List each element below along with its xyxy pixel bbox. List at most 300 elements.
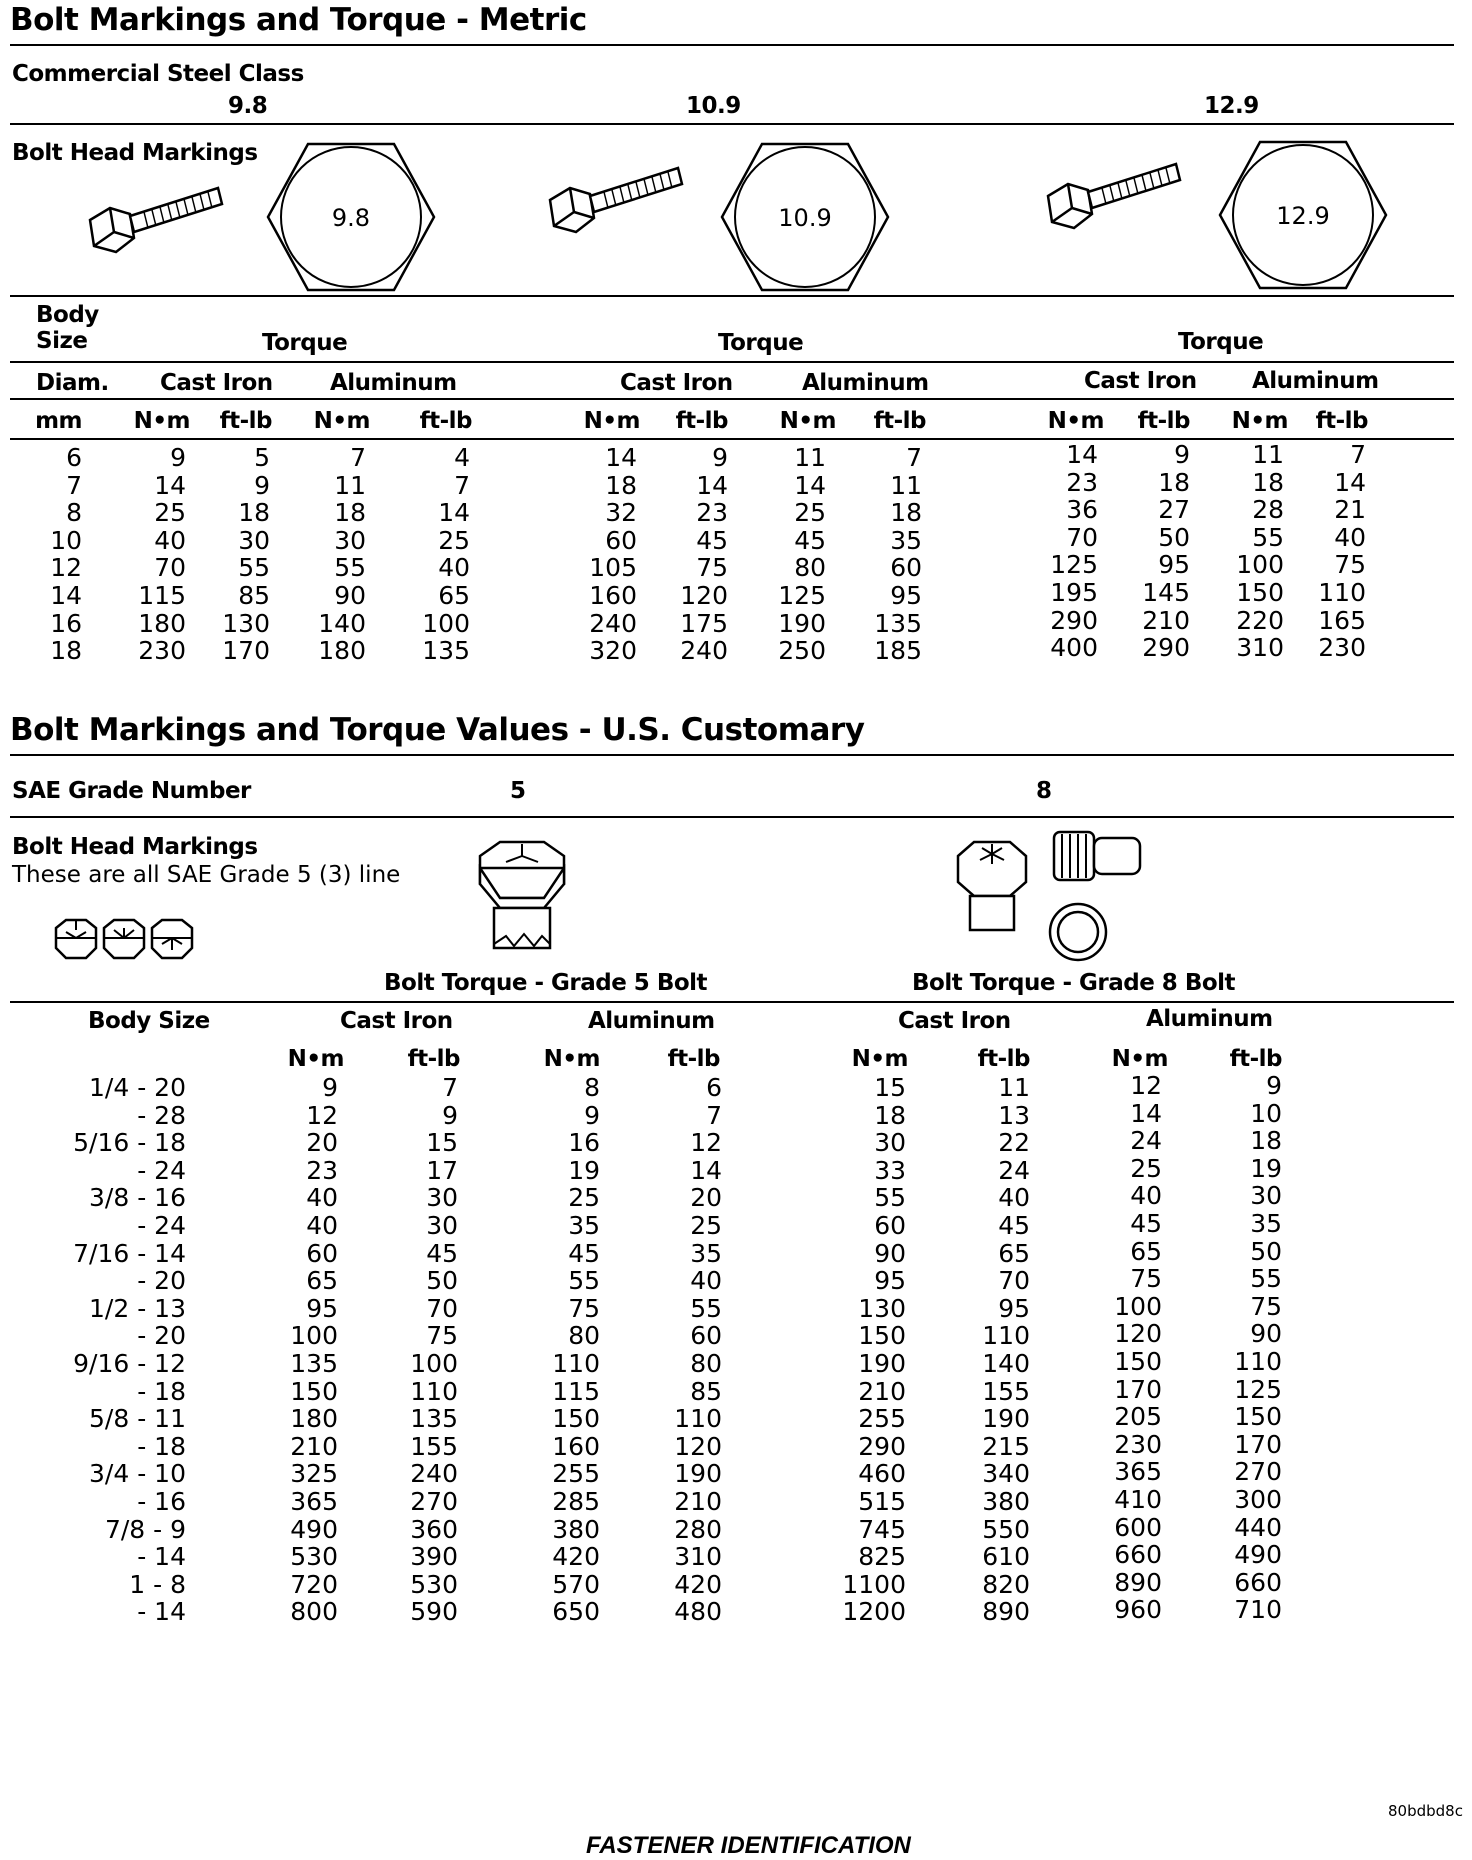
torque-value-cell: 490 [1234,1540,1282,1570]
torque-value-cell: 40 [690,1266,722,1296]
torque-value-cell: 135 [422,636,470,666]
torque-value-cell: 55 [568,1266,600,1296]
torque-value-cell: 125 [1234,1374,1282,1404]
torque-value-cell: 440 [1234,1512,1282,1542]
grade-5-line-marks-icon [52,916,202,966]
torque-value-cell: 25 [154,498,186,528]
torque-value-cell: 55 [1252,522,1284,552]
torque-value-cell: 95 [306,1293,338,1323]
torque-value-cell: 14 [696,470,728,500]
divider [10,1001,1454,1003]
cast-iron-header: Cast Iron [898,1008,1011,1034]
torque-value-cell: 75 [568,1293,600,1323]
torque-value-cell: 9 [170,443,186,472]
torque-value-cell: 10 [1250,1098,1282,1128]
torque-value-cell: 210 [858,1376,906,1406]
torque-value-cell: 460 [858,1459,906,1489]
torque-value-cell: 230 [1318,633,1366,663]
torque-value-cell: 250 [778,636,826,666]
figure-caption: FASTENER IDENTIFICATION [586,1832,911,1859]
divider [10,816,1454,818]
torque-value-cell: 115 [138,581,186,610]
unit-header: ft-lb [1229,1046,1282,1072]
torque-value-cell: 16 [568,1128,600,1158]
torque-value-cell: 7 [350,443,366,472]
torque-value-cell: 360 [410,1514,458,1544]
diameter-cell: 14 [50,581,82,610]
torque-value-cell: 55 [690,1293,722,1323]
bolt-illustration-icon [82,180,222,270]
torque-value-cell: 65 [1130,1236,1162,1266]
torque-value-cell: 180 [318,636,366,666]
body-size-cell: - 20 [137,1266,186,1296]
torque-value-cell: 65 [438,581,470,610]
torque-value-cell: 24 [998,1155,1030,1185]
torque-value-cell: 130 [858,1293,906,1323]
torque-value-cell: 30 [426,1183,458,1213]
torque-value-cell: 18 [890,498,922,528]
torque-value-cell: 75 [1250,1291,1282,1321]
torque-value-cell: 650 [552,1597,600,1627]
cast-iron-header: Cast Iron [620,370,733,396]
torque-value-cell: 285 [552,1487,600,1516]
torque-value-cell: 800 [290,1597,338,1627]
torque-value-cell: 480 [674,1597,722,1627]
torque-value-cell: 180 [290,1404,338,1434]
torque-label: Torque [718,330,804,356]
unit-header: N•m [1047,408,1104,434]
torque-value-cell: 90 [1250,1319,1282,1349]
torque-label: Torque [1178,329,1264,355]
torque-value-cell: 9 [254,470,270,500]
torque-value-cell: 24 [1130,1126,1162,1156]
torque-value-cell: 155 [410,1431,458,1461]
torque-value-cell: 120 [674,1431,722,1461]
torque-value-cell: 25 [568,1183,600,1213]
torque-value-cell: 150 [1114,1347,1162,1376]
unit-header: N•m [1231,408,1288,434]
cast-iron-header: Cast Iron [1084,368,1197,394]
torque-value-cell: 530 [410,1569,458,1599]
torque-value-cell: 420 [552,1542,600,1572]
torque-value-cell: 550 [982,1514,1030,1544]
torque-value-cell: 75 [1130,1264,1162,1294]
torque-value-cell: 610 [982,1542,1030,1572]
commercial-steel-class-label: Commercial Steel Class [12,61,304,87]
torque-value-cell: 150 [1234,1402,1282,1432]
torque-value-cell: 95 [890,581,922,610]
torque-value-cell: 45 [568,1238,600,1268]
torque-value-cell: 170 [1234,1429,1282,1459]
torque-value-cell: 745 [858,1514,906,1544]
unit-header: N•m [287,1046,344,1072]
torque-value-cell: 150 [290,1376,338,1406]
torque-value-cell: 290 [1050,605,1098,635]
torque-value-cell: 255 [858,1404,906,1434]
torque-value-cell: 55 [874,1183,906,1213]
torque-value-cell: 570 [552,1569,600,1599]
torque-value-cell: 65 [306,1266,338,1296]
unit-header: N•m [851,1046,908,1072]
torque-value-cell: 55 [238,553,270,583]
torque-value-cell: 18 [334,498,366,528]
torque-value-cell: 205 [1114,1402,1162,1432]
us-head-markings-label: Bolt Head Markings [12,834,258,860]
torque-value-cell: 95 [874,1266,906,1296]
torque-value-cell: 240 [680,636,728,666]
torque-value-cell: 55 [1250,1264,1282,1294]
torque-value-cell: 4 [454,443,470,472]
torque-value-cell: 215 [982,1431,1030,1461]
torque-value-cell: 23 [696,498,728,528]
torque-value-cell: 9 [322,1073,338,1102]
torque-value-cell: 14 [605,443,637,472]
torque-value-cell: 17 [426,1155,458,1185]
body-size-cell: 7/16 - 14 [73,1238,186,1268]
torque-value-cell: 60 [306,1238,338,1268]
torque-value-cell: 100 [1236,550,1284,580]
diameter-cell: 10 [50,525,82,555]
torque-value-cell: 210 [290,1431,338,1461]
torque-value-cell: 95 [998,1293,1030,1323]
torque-value-cell: 30 [1250,1181,1282,1211]
torque-value-cell: 115 [552,1376,600,1406]
torque-value-cell: 19 [1250,1153,1282,1183]
grade-8-bolt-head-icon [952,824,1152,964]
torque-value-cell: 100 [1114,1291,1162,1321]
torque-value-cell: 210 [1142,605,1190,635]
torque-value-cell: 320 [589,636,637,666]
class-9-8-label: 9.8 [228,93,268,119]
torque-value-cell: 20 [690,1183,722,1213]
body-size-label: Body Size [36,302,99,354]
torque-value-cell: 290 [1142,633,1190,663]
hex-marking-text: 10.9 [778,204,832,232]
torque-value-cell: 490 [290,1514,338,1544]
grade-8-table-title: Bolt Torque - Grade 8 Bolt [912,970,1236,996]
body-size-cell: - 24 [137,1155,186,1185]
torque-value-cell: 14 [438,498,470,528]
torque-value-cell: 340 [982,1459,1030,1489]
torque-value-cell: 165 [1318,605,1366,635]
torque-value-cell: 36 [1066,495,1098,525]
torque-value-cell: 390 [410,1542,458,1572]
hex-head-10-9-icon [720,142,890,292]
torque-value-cell: 380 [552,1514,600,1544]
torque-value-cell: 110 [410,1376,458,1406]
body-size-cell: - 16 [137,1487,186,1516]
torque-value-cell: 110 [552,1349,600,1378]
torque-value-cell: 60 [690,1321,722,1351]
body-size-cell: - 20 [137,1321,186,1351]
torque-value-cell: 280 [674,1514,722,1544]
torque-value-cell: 240 [589,608,637,638]
divider [10,361,1454,363]
torque-value-cell: 20 [306,1128,338,1158]
torque-value-cell: 25 [438,525,470,555]
torque-value-cell: 14 [154,470,186,500]
torque-value-cell: 75 [1334,550,1366,580]
body-size-cell: 1/4 - 20 [89,1073,186,1102]
torque-value-cell: 11 [998,1073,1030,1102]
torque-value-cell: 185 [874,636,922,666]
torque-value-cell: 90 [874,1238,906,1268]
torque-value-cell: 18 [1158,467,1190,497]
bolt-illustration-icon [542,160,682,250]
unit-header: N•m [1111,1046,1168,1072]
cast-iron-header: Cast Iron [340,1008,453,1034]
torque-value-cell: 32 [605,498,637,528]
grade-5-table-title: Bolt Torque - Grade 5 Bolt [384,970,708,996]
unit-header: N•m [779,408,836,434]
head-markings-note: These are all SAE Grade 5 (3) line [12,862,401,888]
diameter-cell: 8 [66,498,82,528]
grade-8-label: 8 [1036,778,1052,804]
aluminum-header: Aluminum [330,370,457,396]
unit-header: ft-lb [675,408,728,434]
torque-value-cell: 12 [690,1128,722,1158]
unit-header: ft-lb [407,1046,460,1072]
body-size-cell: 5/16 - 18 [73,1128,186,1158]
torque-value-cell: 35 [690,1238,722,1268]
torque-value-cell: 18 [874,1100,906,1130]
torque-value-cell: 9 [712,443,728,472]
body-size-cell: 3/8 - 16 [89,1183,186,1213]
us-body-size-label: Body Size [88,1008,210,1034]
unit-header: ft-lb [873,408,926,434]
torque-value-cell: 85 [690,1376,722,1406]
torque-value-cell: 135 [410,1404,458,1434]
torque-value-cell: 50 [1158,522,1190,552]
torque-value-cell: 9 [1174,440,1190,469]
torque-value-cell: 75 [696,553,728,583]
body-size-cell: 9/16 - 12 [73,1349,186,1378]
torque-value-cell: 195 [1050,578,1098,607]
torque-value-cell: 105 [589,553,637,583]
bolt-illustration-icon [1040,156,1180,246]
torque-value-cell: 60 [605,525,637,555]
torque-value-cell: 27 [1158,495,1190,525]
torque-value-cell: 18 [1250,1126,1282,1156]
torque-value-cell: 170 [1114,1374,1162,1404]
aluminum-header: Aluminum [1252,368,1379,394]
torque-value-cell: 80 [690,1349,722,1378]
torque-value-cell: 110 [1318,578,1366,607]
divider [10,295,1454,297]
torque-value-cell: 60 [874,1211,906,1240]
torque-value-cell: 1100 [842,1569,906,1599]
body-size-cell: - 24 [137,1211,186,1240]
torque-value-cell: 140 [318,608,366,638]
torque-value-cell: 11 [1252,440,1284,469]
hex-head-9-8-icon [266,142,436,292]
torque-value-cell: 100 [290,1321,338,1351]
torque-value-cell: 5 [254,443,270,472]
hex-marking-text: 9.8 [331,204,371,232]
torque-value-cell: 530 [290,1542,338,1572]
torque-value-cell: 14 [794,470,826,500]
torque-value-cell: 100 [422,608,470,638]
torque-value-cell: 660 [1234,1567,1282,1597]
torque-value-cell: 35 [1250,1209,1282,1238]
torque-value-cell: 9 [442,1100,458,1130]
unit-header: mm [35,408,82,434]
grade-5-label: 5 [510,778,526,804]
torque-value-cell: 140 [982,1349,1030,1378]
class-12-9-label: 12.9 [1204,93,1259,119]
unit-header: ft-lb [219,408,272,434]
torque-value-cell: 40 [306,1183,338,1213]
grade-5-bolt-head-icon [462,836,582,956]
torque-value-cell: 160 [589,581,637,610]
torque-value-cell: 70 [998,1266,1030,1296]
torque-value-cell: 890 [982,1597,1030,1627]
torque-value-cell: 7 [442,1073,458,1102]
torque-value-cell: 310 [1236,633,1284,663]
torque-value-cell: 25 [794,498,826,528]
torque-value-cell: 19 [568,1155,600,1185]
metric-head-markings-label: Bolt Head Markings [12,140,258,166]
torque-value-cell: 110 [1234,1347,1282,1376]
torque-value-cell: 190 [982,1404,1030,1434]
torque-value-cell: 1200 [842,1597,906,1627]
body-size-cell: - 18 [137,1431,186,1461]
torque-value-cell: 100 [410,1349,458,1378]
diameter-cell: 6 [66,443,82,472]
torque-value-cell: 25 [690,1211,722,1240]
diameter-cell: 18 [50,636,82,666]
torque-value-cell: 120 [680,581,728,610]
body-size-cell: 1/2 - 13 [89,1293,186,1323]
torque-value-cell: 11 [794,443,826,472]
torque-value-cell: 515 [858,1487,906,1516]
torque-value-cell: 50 [1250,1236,1282,1266]
torque-value-cell: 11 [890,470,922,500]
torque-value-cell: 135 [874,608,922,638]
unit-header: ft-lb [977,1046,1030,1072]
torque-value-cell: 45 [794,525,826,555]
divider [10,123,1454,125]
torque-value-cell: 170 [222,636,270,666]
torque-value-cell: 190 [858,1349,906,1378]
torque-value-cell: 80 [794,553,826,583]
torque-value-cell: 45 [426,1238,458,1268]
hex-head-12-9-icon [1218,140,1388,290]
torque-value-cell: 28 [1252,495,1284,525]
torque-value-cell: 50 [426,1266,458,1296]
unit-header: N•m [313,408,370,434]
torque-value-cell: 220 [1236,605,1284,635]
unit-header: ft-lb [419,408,472,434]
torque-value-cell: 230 [138,636,186,666]
torque-value-cell: 12 [1130,1071,1162,1100]
torque-label: Torque [262,330,348,356]
body-size-cell: - 14 [137,1542,186,1572]
torque-value-cell: 210 [674,1487,722,1516]
torque-value-cell: 60 [890,553,922,583]
torque-value-cell: 22 [998,1128,1030,1158]
us-title: Bolt Markings and Torque Values - U.S. Customary [10,712,865,748]
torque-value-cell: 90 [334,581,366,610]
torque-value-cell: 190 [778,608,826,638]
torque-value-cell: 75 [426,1321,458,1351]
torque-value-cell: 15 [874,1073,906,1102]
diameter-cell: 16 [50,608,82,638]
torque-value-cell: 70 [1066,522,1098,552]
torque-value-cell: 85 [238,581,270,610]
torque-value-cell: 14 [1334,467,1366,497]
aluminum-header: Aluminum [802,370,929,396]
torque-value-cell: 180 [138,608,186,638]
torque-value-cell: 30 [334,525,366,555]
torque-value-cell: 30 [426,1211,458,1240]
torque-value-cell: 35 [568,1211,600,1240]
torque-value-cell: 30 [874,1128,906,1158]
torque-value-cell: 40 [154,525,186,555]
divider [10,44,1454,46]
torque-value-cell: 18 [238,498,270,528]
torque-value-cell: 18 [605,470,637,500]
torque-value-cell: 135 [290,1349,338,1378]
cast-iron-header: Cast Iron [160,370,273,396]
torque-value-cell: 23 [1066,467,1098,497]
torque-value-cell: 40 [438,553,470,583]
unit-header: N•m [133,408,190,434]
torque-value-cell: 15 [426,1128,458,1158]
unit-header: ft-lb [1315,408,1368,434]
torque-value-cell: 80 [568,1321,600,1351]
torque-value-cell: 720 [290,1569,338,1599]
torque-value-cell: 660 [1114,1540,1162,1570]
aluminum-header: Aluminum [1146,1006,1273,1032]
torque-value-cell: 230 [1114,1429,1162,1459]
divider [10,398,1454,400]
torque-value-cell: 365 [290,1487,338,1516]
torque-value-cell: 400 [1050,633,1098,663]
torque-value-cell: 21 [1334,495,1366,525]
torque-value-cell: 11 [334,470,366,500]
torque-value-cell: 40 [1334,522,1366,552]
torque-value-cell: 150 [552,1404,600,1434]
torque-value-cell: 160 [552,1431,600,1461]
torque-value-cell: 150 [1236,578,1284,607]
body-size-cell: - 18 [137,1376,186,1406]
divider [10,754,1454,756]
unit-header: ft-lb [1137,408,1190,434]
torque-value-cell: 45 [998,1211,1030,1240]
torque-value-cell: 7 [706,1100,722,1130]
torque-value-cell: 590 [410,1597,458,1627]
torque-value-cell: 150 [858,1321,906,1351]
aluminum-header: Aluminum [588,1008,715,1034]
body-size-cell: 5/8 - 11 [89,1404,186,1434]
torque-value-cell: 33 [874,1155,906,1185]
torque-value-cell: 9 [584,1100,600,1130]
diam-label: Diam. [36,370,109,396]
unit-header: N•m [583,408,640,434]
torque-value-cell: 820 [982,1569,1030,1599]
torque-value-cell: 45 [696,525,728,555]
torque-value-cell: 175 [680,608,728,638]
torque-value-cell: 190 [674,1459,722,1489]
torque-value-cell: 130 [222,608,270,638]
torque-value-cell: 365 [1114,1457,1162,1487]
torque-value-cell: 325 [290,1459,338,1489]
torque-value-cell: 7 [454,470,470,500]
torque-value-cell: 380 [982,1487,1030,1516]
class-10-9-label: 10.9 [686,93,741,119]
torque-value-cell: 110 [674,1404,722,1434]
